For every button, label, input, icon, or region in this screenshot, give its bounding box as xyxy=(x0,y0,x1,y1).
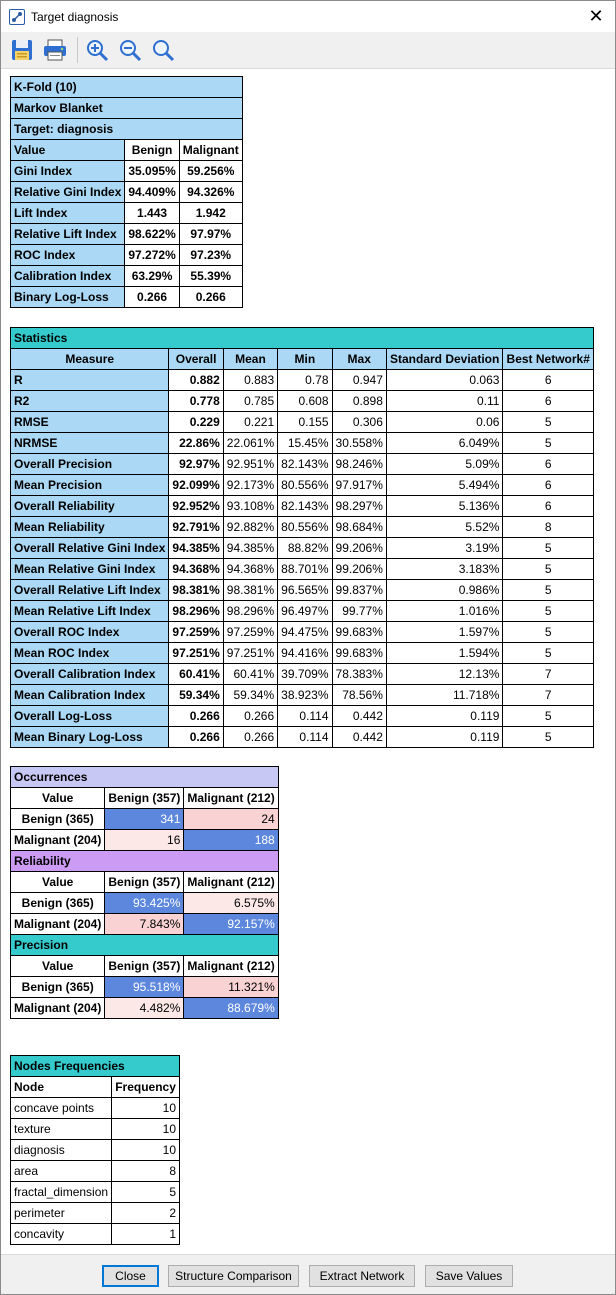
statistics-measure-label: R2 xyxy=(11,391,169,412)
nodes-row xyxy=(11,1224,180,1245)
statistics-value: 94.385% xyxy=(169,538,223,559)
confusion-cell: 341 xyxy=(105,809,184,830)
node-name: area xyxy=(11,1161,112,1182)
statistics-measure-label: Overall ROC Index xyxy=(11,622,169,643)
statistics-value: 0.778 xyxy=(169,391,223,412)
statistics-value: 98.297% xyxy=(332,496,386,517)
statistics-value: 5.52% xyxy=(386,517,503,538)
summary-malignant-value: 59.256% xyxy=(179,161,242,182)
node-name: diagnosis xyxy=(11,1140,112,1161)
statistics-value: 59.34% xyxy=(169,685,223,706)
node-frequency: 2 xyxy=(112,1203,180,1224)
statistics-value: 88.82% xyxy=(278,538,332,559)
statistics-measure-label: Mean Reliability xyxy=(11,517,169,538)
app-icon xyxy=(9,9,25,25)
statistics-value: 97.259% xyxy=(223,622,277,643)
statistics-table xyxy=(10,327,594,748)
summary-header-value: Value xyxy=(11,140,125,161)
confusion-cell: 4.482% xyxy=(105,998,184,1019)
statistics-value: 98.381% xyxy=(169,580,223,601)
statistics-row xyxy=(11,412,594,433)
statistics-header-cell: Measure xyxy=(11,349,169,370)
zoom-in-icon[interactable] xyxy=(82,35,112,65)
statistics-measure-label: Overall Reliability xyxy=(11,496,169,517)
statistics-value: 5.494% xyxy=(386,475,503,496)
confusion-row-label: Malignant (204) xyxy=(11,830,105,851)
statistics-value: 0.608 xyxy=(278,391,332,412)
summary-benign-value: 0.266 xyxy=(125,287,179,308)
statistics-value: 3.183% xyxy=(386,559,503,580)
summary-row xyxy=(11,287,243,308)
confusion-header-benign: Benign (357) xyxy=(105,956,184,977)
summary-malignant-value: 97.23% xyxy=(179,245,242,266)
statistics-value: 5 xyxy=(503,433,594,454)
statistics-value: 96.565% xyxy=(278,580,332,601)
confusion-cell: 88.679% xyxy=(184,998,278,1019)
statistics-value: 5 xyxy=(503,727,594,748)
statistics-value: 98.296% xyxy=(169,601,223,622)
statistics-measure-label: Overall Log-Loss xyxy=(11,706,169,727)
title-bar xyxy=(1,1,615,32)
confusion-cell: 95.518% xyxy=(105,977,184,998)
statistics-value: 0.785 xyxy=(223,391,277,412)
statistics-row xyxy=(11,685,594,706)
node-frequency: 10 xyxy=(112,1098,180,1119)
button-bar xyxy=(1,1254,615,1294)
summary-benign-value: 1.443 xyxy=(125,203,179,224)
statistics-value: 0.266 xyxy=(223,706,277,727)
statistics-value: 0.11 xyxy=(386,391,503,412)
statistics-value: 5.136% xyxy=(386,496,503,517)
window-title: Target diagnosis xyxy=(31,9,119,24)
method-label: Markov Blanket xyxy=(11,98,243,119)
confusion-row xyxy=(11,830,279,851)
statistics-header-cell: Overall xyxy=(169,349,223,370)
statistics-value: 94.416% xyxy=(278,643,332,664)
statistics-value: 0.119 xyxy=(386,706,503,727)
zoom-out-icon[interactable] xyxy=(115,35,145,65)
statistics-value: 60.41% xyxy=(169,664,223,685)
statistics-row xyxy=(11,622,594,643)
statistics-value: 92.952% xyxy=(169,496,223,517)
node-frequency: 5 xyxy=(112,1182,180,1203)
statistics-value: 98.684% xyxy=(332,517,386,538)
statistics-measure-label: R xyxy=(11,370,169,391)
statistics-value: 22.061% xyxy=(223,433,277,454)
confusion-row-label: Benign (365) xyxy=(11,809,105,830)
statistics-value: 0.155 xyxy=(278,412,332,433)
statistics-row xyxy=(11,433,594,454)
statistics-row xyxy=(11,559,594,580)
print-icon[interactable] xyxy=(40,35,70,65)
statistics-row xyxy=(11,475,594,496)
node-frequency: 10 xyxy=(112,1140,180,1161)
summary-row xyxy=(11,266,243,287)
structure-comparison-button[interactable]: Structure Comparison xyxy=(168,1265,299,1287)
statistics-row xyxy=(11,580,594,601)
statistics-title: Statistics xyxy=(11,328,594,349)
statistics-value: 3.19% xyxy=(386,538,503,559)
statistics-value: 5.09% xyxy=(386,454,503,475)
nodes-header-frequency: Frequency xyxy=(112,1077,180,1098)
summary-header-malignant: Malignant xyxy=(179,140,242,161)
statistics-value: 97.259% xyxy=(169,622,223,643)
summary-row-label: Binary Log-Loss xyxy=(11,287,125,308)
statistics-value: 0.882 xyxy=(169,370,223,391)
summary-benign-value: 63.29% xyxy=(125,266,179,287)
statistics-value: 6 xyxy=(503,475,594,496)
summary-benign-value: 97.272% xyxy=(125,245,179,266)
statistics-value: 97.251% xyxy=(169,643,223,664)
statistics-measure-label: Mean Calibration Index xyxy=(11,685,169,706)
confusion-cell: 92.157% xyxy=(184,914,278,935)
statistics-value: 96.497% xyxy=(278,601,332,622)
statistics-row xyxy=(11,601,594,622)
statistics-value: 0.266 xyxy=(169,727,223,748)
confusion-section-title: Precision xyxy=(11,935,279,956)
nodes-row xyxy=(11,1203,180,1224)
statistics-value: 5 xyxy=(503,601,594,622)
summary-row-label: ROC Index xyxy=(11,245,125,266)
confusion-table xyxy=(10,766,279,1019)
statistics-value: 11.718% xyxy=(386,685,503,706)
statistics-measure-label: Overall Calibration Index xyxy=(11,664,169,685)
statistics-value: 5 xyxy=(503,580,594,601)
summary-row-label: Lift Index xyxy=(11,203,125,224)
statistics-value: 94.475% xyxy=(278,622,332,643)
statistics-value: 5 xyxy=(503,412,594,433)
statistics-header-row xyxy=(11,349,594,370)
node-frequency: 1 xyxy=(112,1224,180,1245)
node-name: concave points xyxy=(11,1098,112,1119)
summary-row xyxy=(11,203,243,224)
statistics-measure-label: Overall Relative Lift Index xyxy=(11,580,169,601)
statistics-value: 99.206% xyxy=(332,559,386,580)
statistics-value: 6 xyxy=(503,454,594,475)
summary-row xyxy=(11,224,243,245)
statistics-value: 82.143% xyxy=(278,454,332,475)
node-name: perimeter xyxy=(11,1203,112,1224)
statistics-measure-label: NRMSE xyxy=(11,433,169,454)
confusion-section-title-row xyxy=(11,851,279,872)
statistics-row xyxy=(11,727,594,748)
node-name: fractal_dimension xyxy=(11,1182,112,1203)
statistics-row xyxy=(11,706,594,727)
summary-row-label: Gini Index xyxy=(11,161,125,182)
statistics-header-cell: Max xyxy=(332,349,386,370)
statistics-value: 88.701% xyxy=(278,559,332,580)
statistics-value: 92.951% xyxy=(223,454,277,475)
statistics-value: 94.385% xyxy=(223,538,277,559)
summary-benign-value: 98.622% xyxy=(125,224,179,245)
statistics-value: 6 xyxy=(503,496,594,517)
statistics-value: 92.173% xyxy=(223,475,277,496)
statistics-value: 1.594% xyxy=(386,643,503,664)
confusion-row xyxy=(11,893,279,914)
confusion-header-row xyxy=(11,788,279,809)
statistics-value: 98.296% xyxy=(223,601,277,622)
confusion-cell: 16 xyxy=(105,830,184,851)
confusion-header-row xyxy=(11,956,279,977)
confusion-row xyxy=(11,809,279,830)
statistics-value: 99.837% xyxy=(332,580,386,601)
confusion-header-row xyxy=(11,872,279,893)
statistics-value: 12.13% xyxy=(386,664,503,685)
statistics-value: 5 xyxy=(503,559,594,580)
statistics-measure-label: RMSE xyxy=(11,412,169,433)
confusion-section-title-row xyxy=(11,935,279,956)
summary-table xyxy=(10,76,243,308)
nodes-header-row xyxy=(11,1077,180,1098)
statistics-value: 92.791% xyxy=(169,517,223,538)
nodes-row xyxy=(11,1140,180,1161)
statistics-value: 0.986% xyxy=(386,580,503,601)
statistics-measure-label: Mean Binary Log-Loss xyxy=(11,727,169,748)
statistics-measure-label: Overall Precision xyxy=(11,454,169,475)
statistics-value: 0.266 xyxy=(169,706,223,727)
confusion-header-malignant: Malignant (212) xyxy=(184,872,278,893)
nodes-row xyxy=(11,1119,180,1140)
summary-row xyxy=(11,245,243,266)
statistics-value: 22.86% xyxy=(169,433,223,454)
statistics-value: 82.143% xyxy=(278,496,332,517)
statistics-header-cell: Best Network# xyxy=(503,349,594,370)
statistics-header-cell: Standard Deviation xyxy=(386,349,503,370)
confusion-header-malignant: Malignant (212) xyxy=(184,788,278,809)
statistics-value: 6 xyxy=(503,370,594,391)
statistics-value: 97.251% xyxy=(223,643,277,664)
confusion-header-value: Value xyxy=(11,788,105,809)
statistics-value: 5 xyxy=(503,706,594,727)
summary-malignant-value: 1.942 xyxy=(179,203,242,224)
confusion-cell: 11.321% xyxy=(184,977,278,998)
statistics-value: 5 xyxy=(503,643,594,664)
confusion-cell: 188 xyxy=(184,830,278,851)
confusion-cell: 93.425% xyxy=(105,893,184,914)
statistics-value: 78.383% xyxy=(332,664,386,685)
confusion-section-title: Reliability xyxy=(11,851,279,872)
statistics-measure-label: Mean Relative Lift Index xyxy=(11,601,169,622)
statistics-value: 30.558% xyxy=(332,433,386,454)
confusion-cell: 6.575% xyxy=(184,893,278,914)
statistics-value: 0.229 xyxy=(169,412,223,433)
statistics-value: 5 xyxy=(503,538,594,559)
extract-network-button[interactable]: Extract Network xyxy=(309,1265,415,1287)
statistics-value: 0.947 xyxy=(332,370,386,391)
summary-row-label: Calibration Index xyxy=(11,266,125,287)
statistics-value: 59.34% xyxy=(223,685,277,706)
confusion-header-value: Value xyxy=(11,872,105,893)
statistics-value: 0.442 xyxy=(332,727,386,748)
statistics-value: 0.114 xyxy=(278,727,332,748)
statistics-value: 99.683% xyxy=(332,643,386,664)
confusion-cell: 24 xyxy=(184,809,278,830)
nodes-frequencies-table xyxy=(10,1055,180,1245)
statistics-value: 60.41% xyxy=(223,664,277,685)
confusion-section-title: Occurrences xyxy=(11,767,279,788)
summary-malignant-value: 55.39% xyxy=(179,266,242,287)
node-frequency: 10 xyxy=(112,1119,180,1140)
statistics-value: 8 xyxy=(503,517,594,538)
statistics-row xyxy=(11,496,594,517)
confusion-section-title-row xyxy=(11,767,279,788)
statistics-value: 99.683% xyxy=(332,622,386,643)
statistics-value: 39.709% xyxy=(278,664,332,685)
node-frequency: 8 xyxy=(112,1161,180,1182)
confusion-row-label: Benign (365) xyxy=(11,977,105,998)
summary-malignant-value: 0.266 xyxy=(179,287,242,308)
confusion-row-label: Benign (365) xyxy=(11,893,105,914)
confusion-cell: 7.843% xyxy=(105,914,184,935)
close-window-icon[interactable]: ✕ xyxy=(588,6,604,26)
confusion-header-benign: Benign (357) xyxy=(105,788,184,809)
confusion-row xyxy=(11,977,279,998)
summary-benign-value: 35.095% xyxy=(125,161,179,182)
statistics-row xyxy=(11,517,594,538)
summary-benign-value: 94.409% xyxy=(125,182,179,203)
toolbar-separator xyxy=(77,37,78,63)
statistics-value: 93.108% xyxy=(223,496,277,517)
summary-header-benign: Benign xyxy=(125,140,179,161)
save-icon[interactable] xyxy=(7,35,37,65)
statistics-value: 1.597% xyxy=(386,622,503,643)
statistics-value: 0.266 xyxy=(223,727,277,748)
statistics-value: 99.206% xyxy=(332,538,386,559)
confusion-row xyxy=(11,998,279,1019)
statistics-row xyxy=(11,643,594,664)
statistics-row xyxy=(11,370,594,391)
statistics-value: 1.016% xyxy=(386,601,503,622)
statistics-value: 0.119 xyxy=(386,727,503,748)
nodes-row xyxy=(11,1182,180,1203)
kfold-label: K-Fold (10) xyxy=(11,77,243,98)
statistics-row xyxy=(11,538,594,559)
statistics-value: 6 xyxy=(503,391,594,412)
close-button[interactable]: Close xyxy=(102,1265,159,1287)
statistics-value: 0.063 xyxy=(386,370,503,391)
toolbar xyxy=(1,32,615,68)
confusion-header-value: Value xyxy=(11,956,105,977)
statistics-value: 0.221 xyxy=(223,412,277,433)
statistics-value: 92.97% xyxy=(169,454,223,475)
summary-header-row xyxy=(11,140,243,161)
statistics-value: 94.368% xyxy=(223,559,277,580)
statistics-value: 6.049% xyxy=(386,433,503,454)
statistics-value: 80.556% xyxy=(278,517,332,538)
node-name: concavity xyxy=(11,1224,112,1245)
target-label: Target: diagnosis xyxy=(11,119,243,140)
statistics-value: 98.381% xyxy=(223,580,277,601)
statistics-row xyxy=(11,391,594,412)
nodes-header-node: Node xyxy=(11,1077,112,1098)
statistics-value: 7 xyxy=(503,664,594,685)
statistics-value: 0.114 xyxy=(278,706,332,727)
confusion-header-malignant: Malignant (212) xyxy=(184,956,278,977)
nodes-row xyxy=(11,1098,180,1119)
statistics-value: 0.442 xyxy=(332,706,386,727)
summary-malignant-value: 97.97% xyxy=(179,224,242,245)
statistics-header-cell: Min xyxy=(278,349,332,370)
confusion-row xyxy=(11,914,279,935)
zoom-fit-icon[interactable] xyxy=(148,35,178,65)
report-content[interactable] xyxy=(1,68,615,1254)
statistics-value: 97.917% xyxy=(332,475,386,496)
statistics-row xyxy=(11,454,594,475)
confusion-row-label: Malignant (204) xyxy=(11,998,105,1019)
statistics-value: 98.246% xyxy=(332,454,386,475)
statistics-value: 92.882% xyxy=(223,517,277,538)
statistics-value: 0.78 xyxy=(278,370,332,391)
summary-row xyxy=(11,182,243,203)
statistics-row xyxy=(11,664,594,685)
statistics-value: 0.883 xyxy=(223,370,277,391)
summary-row xyxy=(11,161,243,182)
statistics-value: 0.898 xyxy=(332,391,386,412)
statistics-value: 99.77% xyxy=(332,601,386,622)
save-values-button[interactable]: Save Values xyxy=(425,1265,513,1287)
statistics-value: 7 xyxy=(503,685,594,706)
statistics-measure-label: Overall Relative Gini Index xyxy=(11,538,169,559)
statistics-value: 78.56% xyxy=(332,685,386,706)
statistics-value: 94.368% xyxy=(169,559,223,580)
node-name: texture xyxy=(11,1119,112,1140)
statistics-value: 5 xyxy=(503,622,594,643)
statistics-value: 38.923% xyxy=(278,685,332,706)
statistics-header-cell: Mean xyxy=(223,349,277,370)
statistics-value: 0.306 xyxy=(332,412,386,433)
confusion-row-label: Malignant (204) xyxy=(11,914,105,935)
nodes-row xyxy=(11,1161,180,1182)
statistics-value: 15.45% xyxy=(278,433,332,454)
statistics-measure-label: Mean Relative Gini Index xyxy=(11,559,169,580)
statistics-value: 92.099% xyxy=(169,475,223,496)
statistics-value: 80.556% xyxy=(278,475,332,496)
statistics-measure-label: Mean ROC Index xyxy=(11,643,169,664)
nodes-title: Nodes Frequencies xyxy=(11,1056,180,1077)
statistics-value: 0.06 xyxy=(386,412,503,433)
confusion-header-benign: Benign (357) xyxy=(105,872,184,893)
summary-malignant-value: 94.326% xyxy=(179,182,242,203)
summary-row-label: Relative Lift Index xyxy=(11,224,125,245)
statistics-measure-label: Mean Precision xyxy=(11,475,169,496)
summary-row-label: Relative Gini Index xyxy=(11,182,125,203)
